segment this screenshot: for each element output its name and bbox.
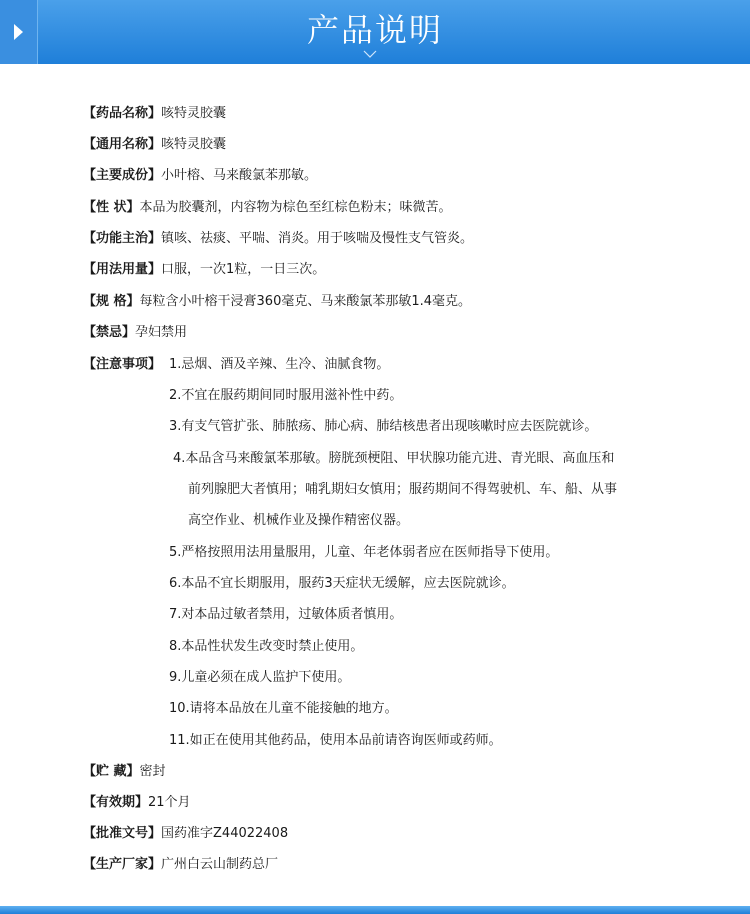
field-label: 【主要成份】	[83, 168, 162, 183]
field-label: 【规 格】	[83, 294, 140, 309]
precaution-item: 5.严格按照用法用量服用，儿童、年老体弱者应在医师指导下使用。	[169, 545, 559, 560]
field-value: 21个月	[148, 795, 191, 810]
page-title: 产品说明	[306, 11, 443, 49]
field-description	[83, 200, 452, 216]
precaution-item: 1.忌烟、酒及辛辣、生冷、油腻食物。	[169, 357, 390, 372]
header-banner	[0, 0, 750, 64]
precaution-item: 11.如正在使用其他药品，使用本品前请咨询医师或药师。	[169, 733, 502, 748]
field-label: 【功能主治】	[83, 231, 162, 246]
field-value: 国药准字Z44022408	[161, 826, 289, 841]
field-manufacturer	[83, 857, 278, 873]
field-value: 本品为胶囊剂，内容物为棕色至红棕色粉末；味微苦。	[139, 200, 452, 215]
precaution-item: 3.有支气管扩张、肺脓疡、肺心病、肺结核患者出现咳嗽时应去医院就诊。	[169, 419, 598, 434]
field-ingredients	[83, 168, 317, 184]
field-value: 口服，一次1粒，一日三次。	[161, 262, 326, 277]
field-dosage	[83, 262, 325, 278]
field-label: 【用法用量】	[83, 262, 162, 277]
field-indications	[83, 231, 473, 247]
field-specification	[83, 294, 471, 310]
field-label: 【禁忌】	[83, 325, 136, 340]
field-label: 【注意事项】	[83, 357, 162, 372]
field-label: 【有效期】	[83, 795, 149, 810]
field-label: 【性 状】	[83, 200, 140, 215]
field-label: 【批准文号】	[83, 826, 162, 841]
field-precautions-label	[83, 357, 161, 373]
bottom-bar	[0, 906, 750, 914]
precaution-item-continued: 前列腺肥大者慎用；哺乳期妇女慎用；服药期间不得驾驶机、车、船、从事	[188, 482, 618, 497]
precaution-item: 10.请将本品放在儿童不能接触的地方。	[169, 701, 398, 716]
precaution-item: 2.不宜在服药期间同时服用滋补性中药。	[169, 388, 403, 403]
field-value: 咳特灵胶囊	[161, 106, 227, 121]
precaution-item-continued: 高空作业、机械作业及操作精密仪器。	[188, 513, 410, 528]
field-label: 【通用名称】	[83, 137, 162, 152]
field-label: 【药品名称】	[83, 106, 162, 121]
field-storage	[83, 764, 166, 780]
chevron-down-icon	[363, 50, 377, 58]
field-approval-number	[83, 826, 288, 842]
precaution-item: 9.儿童必须在成人监护下使用。	[169, 670, 351, 685]
precaution-item: 8.本品性状发生改变时禁止使用。	[169, 639, 364, 654]
field-drug-name	[83, 106, 226, 122]
field-value: 小叶榕、马来酸氯苯那敏。	[161, 168, 318, 183]
field-value: 咳特灵胶囊	[161, 137, 227, 152]
field-generic-name	[83, 137, 226, 153]
field-value: 密封	[139, 764, 166, 779]
field-value: 广州白云山制药总厂	[161, 857, 279, 872]
field-value: 镇咳、祛痰、平喘、消炎。用于咳喘及慢性支气管炎。	[161, 231, 474, 246]
field-value: 每粒含小叶榕干浸膏360毫克、马来酸氯苯那敏1.4毫克。	[139, 294, 472, 309]
field-shelf-life	[83, 795, 191, 811]
precaution-item: 6.本品不宜长期服用，服药3天症状无缓解，应去医院就诊。	[169, 576, 515, 591]
field-label: 【生产厂家】	[83, 857, 162, 872]
field-value: 孕妇禁用	[135, 325, 188, 340]
field-contraindications	[83, 325, 187, 341]
precaution-item: 4.本品含马来酸氯苯那敏。膀胱颈梗阻、甲状腺功能亢进、青光眼、高血压和	[173, 451, 615, 466]
field-label: 【贮 藏】	[83, 764, 140, 779]
precaution-item: 7.对本品过敏者禁用，过敏体质者慎用。	[169, 607, 403, 622]
